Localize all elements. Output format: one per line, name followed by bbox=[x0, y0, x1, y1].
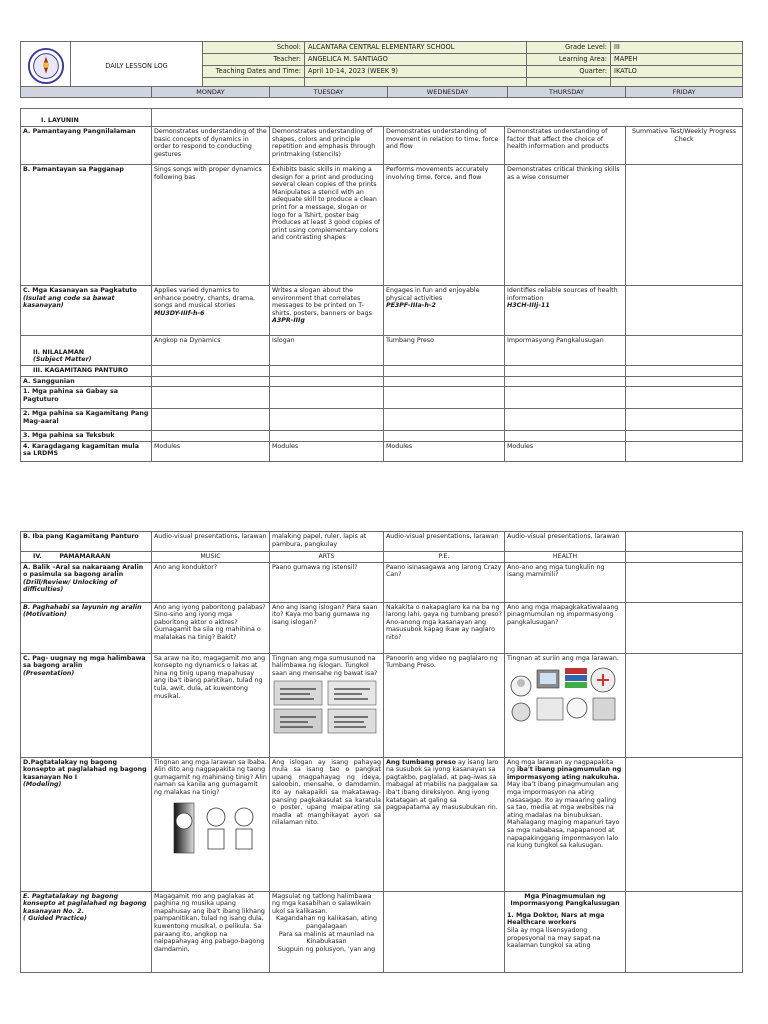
uugnay-wednesday: Panoorin ang video ng paglalaro ng Tumbang Preso. bbox=[384, 653, 505, 757]
sanggunian-heading: A. Sanggunian bbox=[21, 376, 152, 387]
dates-label: Teaching Dates and Time: bbox=[203, 66, 305, 78]
c-monday-cell bbox=[152, 286, 270, 336]
pagtatalakay-1-tuesday: Ang islogan ay isang pahayag mula sa isang tao o pangkat upang magpahayag ng ideya, saloobin, mensahe, o damdamin. Ito ay nakapaikli sa makatawag-pansing pagkakasulat sa karatula o poster, upang maiparating sa madla at manghikayat ayon sa nilalaman nito. bbox=[270, 757, 384, 891]
nilalaman-monday: Angkop na Dynamics bbox=[152, 336, 270, 366]
blank-cell bbox=[384, 387, 505, 409]
health-sources-title: Mga Pinagmumulan ng Impormasyong Pangkalusugan bbox=[510, 892, 620, 908]
lrdms-tuesday: Modules bbox=[270, 441, 384, 461]
blank-cell bbox=[626, 387, 743, 409]
lesson-table-part1 bbox=[20, 108, 743, 462]
grade-label: Grade Level: bbox=[527, 42, 611, 54]
layunin-blank bbox=[152, 109, 743, 127]
blank-cell bbox=[505, 431, 626, 442]
arts-instruction: Magsulat ng tatlong halimbawa ng mga kasabihan o salawikain ukol sa kalikasan. bbox=[272, 892, 372, 915]
blank-cell bbox=[384, 376, 505, 387]
blank-cell bbox=[626, 376, 743, 387]
pag-uugnay-note: (Presentation) bbox=[23, 669, 75, 677]
quarter-value: IKATLO bbox=[611, 66, 743, 78]
lrdms-monday: Modules bbox=[152, 441, 270, 461]
nilalaman-cell bbox=[21, 336, 152, 366]
c-thursday-cell bbox=[505, 286, 626, 336]
arts-example-3: Sugpuin ng polusyon, 'yan ang bbox=[277, 945, 376, 953]
doc-title: DAILY LESSON LOG bbox=[71, 42, 203, 90]
kagamitan-friday bbox=[626, 532, 743, 552]
subject-friday bbox=[626, 552, 743, 563]
pag-uugnay-cell bbox=[21, 653, 152, 757]
pamamaraan-heading: IV. PAMAMARAAN bbox=[21, 552, 152, 563]
c-tuesday: Writes a slogan about the environment that correlates messages to be printed on T-shirts, posters, banners or bags bbox=[272, 287, 372, 317]
paghahabi-wednesday: Nakakita o nakapaglaro ka na ba ng larong lahi, gaya ng tumbang preso? Ano-anong mga kasanayan ang masusubok kapag ikaw ay naglaro nito? bbox=[384, 602, 505, 653]
uugnay-friday bbox=[626, 653, 743, 757]
subject-arts: ARTS bbox=[270, 552, 384, 563]
voice-illustration-image bbox=[154, 799, 262, 855]
paghahabi-tuesday: Ano ang isang islogan? Para saan ito? Kaya mo bang gumawa ng isang islogan? bbox=[270, 602, 384, 653]
blank-cell bbox=[505, 376, 626, 387]
pagtatalakay-2-tuesday-cell bbox=[270, 891, 384, 972]
teksbuk-label: 3. Mga pahina sa Teksbuk bbox=[21, 431, 152, 442]
a-tuesday: Demonstrates understanding of shapes, colors and principle repetition and emphasis through printmaking (stencils) bbox=[270, 127, 384, 165]
c-thursday-code: H3CH-IIIj-11 bbox=[507, 302, 550, 310]
c-monday-code: MU3DY-IIIf-h-6 bbox=[154, 309, 205, 317]
pagtatalakay-1-monday: Tingnan ang mga larawan sa ibaba. Alin dito ang nagpapakita ng taong gumagamit ng mahinang tinig? Alin naman sa kanila ang gumagamit ng malakas na tinig? bbox=[154, 758, 267, 796]
uugnay-monday: Sa araw na ito, magagamit mo ang konsepto ng dynamics o lakas at hina ng tinig upang mapahusay ang iba't ibang panitikan, tulad ng tula, awit, dula, at kuwentong musikal. bbox=[152, 653, 270, 757]
day-friday: FRIDAY bbox=[626, 87, 743, 98]
subject-music: MUSIC bbox=[152, 552, 270, 563]
b-friday bbox=[626, 165, 743, 286]
day-thursday: THURSDAY bbox=[508, 87, 626, 98]
balik-monday: Ano ang konduktor? bbox=[152, 562, 270, 602]
gabay-label: 1. Mga pahina sa Gabay sa Pagtuturo bbox=[21, 387, 152, 409]
blank-cell bbox=[152, 366, 270, 377]
pagtatalakay-2-monday: Magagamit mo ang paglakas at paghina ng musika upang mapahusay ang iba't ibang likhang pampanitikan, tulad ng isang dula, kuwentong musikal, o pelikula. Sa paraang ito, angkop na naipapahayag ang pabago-bagong damdamin, bbox=[152, 891, 270, 972]
nilalaman-tuesday: Islogan bbox=[270, 336, 384, 366]
lrdms-wednesday: Modules bbox=[384, 441, 505, 461]
teacher-value: ANGELICA M. SANTIAGO bbox=[305, 54, 527, 66]
subject-health: HEALTH bbox=[505, 552, 626, 563]
uugnay-thursday-cell bbox=[505, 653, 626, 757]
c-wednesday: Engages in fun and enjoyable physical activities bbox=[386, 287, 480, 302]
lrdms-friday bbox=[626, 441, 743, 461]
blank-cell bbox=[505, 366, 626, 377]
grade-value: III bbox=[611, 42, 743, 54]
pagtatalakay-1-cell bbox=[21, 757, 152, 891]
balik-thursday: Ano-ano ang mga tungkulin ng isang mamimili? bbox=[505, 562, 626, 602]
deped-seal bbox=[21, 42, 71, 90]
area-value: MAPEH bbox=[611, 54, 743, 66]
blank-cell bbox=[152, 387, 270, 409]
lesson-table-part2 bbox=[20, 531, 743, 973]
c-tuesday-code: A3PR-IIIg bbox=[272, 317, 305, 325]
blank-cell bbox=[626, 431, 743, 442]
kagamitan-wednesday: Audio-visual presentations, larawan bbox=[384, 532, 505, 552]
day-header-bar bbox=[20, 86, 743, 98]
health-sources-image bbox=[507, 664, 619, 726]
pagtatalakay-2-friday bbox=[626, 891, 743, 972]
balik-aral-cell bbox=[21, 562, 152, 602]
blank-cell bbox=[152, 431, 270, 442]
kasanayan-label: C. Mga Kasanayan sa Pagkatuto bbox=[23, 287, 137, 294]
nilalaman-note: (Subject Matter) bbox=[33, 356, 92, 364]
blank-cell bbox=[384, 366, 505, 377]
a-monday: Demonstrates understanding of the basic concepts of dynamics in order to respond to conducting gestures bbox=[152, 127, 270, 165]
kagamitan-heading: III. KAGAMITANG PANTURO bbox=[21, 366, 152, 377]
b-tuesday: Exhibits basic skills in making a design for a print and producing several clean copies of the prints Manipulates a stencil with an adequate skill to produce a clean print for a message, slogan or logo for a Tshirt, poster bag Produces at least 3 good copies of print using complementary colors and contrasting shapes bbox=[270, 165, 384, 286]
pagtatalakay-2-thursday-cell bbox=[505, 891, 626, 972]
blank-cell bbox=[270, 387, 384, 409]
day-wednesday: WEDNESDAY bbox=[388, 87, 508, 98]
blank-cell bbox=[384, 431, 505, 442]
tumbang-preso-term: Ang tumbang preso bbox=[386, 758, 457, 766]
b-monday: Sings songs with proper dynamics following bas bbox=[152, 165, 270, 286]
subject-pe: P.E. bbox=[384, 552, 505, 563]
paghahabi-thursday: Ano ang mga mapagkakatiwalaang pinagmumulan ng impormasyong pangkalusugan? bbox=[505, 602, 626, 653]
pagtatalakay-1-note: (Modeling) bbox=[23, 781, 62, 789]
pagtatalakay-1-thursday bbox=[505, 757, 626, 891]
a-thursday: Demonstrates understanding of factor that affect the choice of health information and products bbox=[505, 127, 626, 165]
day-header-blank bbox=[21, 87, 152, 98]
balik-friday bbox=[626, 562, 743, 602]
blank-cell bbox=[152, 376, 270, 387]
b-wednesday: Performs movements accurately involving time, force, and flow bbox=[384, 165, 505, 286]
pamantayang-pangnilalaman-label: A. Pamantayang Pangnilalaman bbox=[21, 127, 152, 165]
pagtatalakay-2-note: ( Guided Practice) bbox=[23, 915, 87, 923]
pamantayan-sa-pagganap-label: B. Pamantayan sa Pagganap bbox=[21, 165, 152, 286]
a-wednesday: Demonstrates understanding of movement in relation to time, force and flow bbox=[384, 127, 505, 165]
pagtatalakay-1-monday-cell bbox=[152, 757, 270, 891]
day-monday: MONDAY bbox=[152, 87, 270, 98]
blank-cell bbox=[152, 409, 270, 431]
header-table bbox=[20, 41, 743, 90]
slogan-examples-image bbox=[272, 679, 380, 735]
pagtatalakay-2-cell bbox=[21, 891, 152, 972]
blank-cell bbox=[384, 409, 505, 431]
kagamitang-pang-mag-aaral-label: 2. Mga pahina sa Kagamitang Pang Mag-aaral bbox=[21, 409, 152, 431]
uugnay-thursday: Tingnan at suriin ang mga larawan. bbox=[507, 654, 619, 662]
c-thursday: Identifies reliable sources of health information bbox=[507, 287, 618, 302]
health-sources-sub: 1. Mga Doktor, Nars at mga Healthcare workers bbox=[507, 911, 605, 927]
tumbang-preso-desc: ay isang laro na susubok sa iyong kasanayan sa pagtakbo, paglalad, at pag-iwas sa mabagal at mabilis na paggalaw sa iba't ibang direksiyon. Ang iyong katatagan at galing sa pagpapatama ay masusubukan rin. bbox=[386, 758, 499, 812]
paghahabi-label: B. Paghahabi sa layunin ng aralin bbox=[23, 603, 142, 611]
c-friday bbox=[626, 286, 743, 336]
health-d-pre: Ang mga larawan ay nagpapakita ng bbox=[507, 758, 614, 774]
pagtatalakay-1-wednesday bbox=[384, 757, 505, 891]
c-tuesday-cell bbox=[270, 286, 384, 336]
blank-cell bbox=[270, 376, 384, 387]
c-wednesday-code: PE3PF-IIIa-h-2 bbox=[386, 302, 436, 310]
kagamitan-thursday: Audio-visual presentations, larawan bbox=[505, 532, 626, 552]
blank-cell bbox=[270, 431, 384, 442]
paghahabi-monday: Ano ang iyong paboritong palabas? Sino-sino ang iyong mga paboritong aktor o aktres? Gumagamit ba sila ng mahihina o malalakas na tinig? Bakit? bbox=[152, 602, 270, 653]
arts-example-1: Kagandahan ng kalikasan, ating pangalagaan bbox=[276, 915, 377, 930]
iba-pang-kagamitan-label: B. Iba pang Kagamitang Panturo bbox=[21, 532, 152, 552]
balik-tuesday: Paano gumawa ng istensil? bbox=[270, 562, 384, 602]
kasanayan-label-cell bbox=[21, 286, 152, 336]
a-friday: Summative Test/Weekly Progress Check bbox=[626, 127, 743, 165]
kagamitan-monday: Audio-visual presentations, larawan bbox=[152, 532, 270, 552]
health-sources-body: Sila ay mga lisensyadong propesyonal na may sapat na kaalaman tungkol sa ating bbox=[507, 926, 601, 950]
lrdms-thursday: Modules bbox=[505, 441, 626, 461]
health-d-bold: iba't ibang pinagmumulan ng impormasyong ating nakukuha. bbox=[507, 766, 622, 781]
teacher-label: Teacher: bbox=[203, 54, 305, 66]
nilalaman-heading: II. NILALAMAN bbox=[33, 348, 85, 356]
balik-wednesday: Paano isinasagawa ang larong Crazy Can? bbox=[384, 562, 505, 602]
blank-cell bbox=[505, 409, 626, 431]
dates-value: April 10-14, 2023 (WEEK 9) bbox=[305, 66, 527, 78]
pagtatalakay-2-wednesday bbox=[384, 891, 505, 972]
uugnay-tuesday: Tingnan ang mga sumusunod na halimbawa ng islogan. Tungkol saan ang mensahe ng bawat isa? bbox=[272, 654, 378, 677]
quarter-label: Quarter: bbox=[527, 66, 611, 78]
arts-example-2: Para sa malinis at maunlad na Kinabukasan bbox=[278, 930, 375, 946]
school-label: School: bbox=[203, 42, 305, 54]
school-value: ALCANTARA CENTRAL ELEMENTARY SCHOOL bbox=[305, 42, 527, 54]
blank-cell bbox=[626, 366, 743, 377]
blank-cell bbox=[270, 409, 384, 431]
paghahabi-note: (Motivation) bbox=[23, 611, 67, 619]
c-wednesday-cell bbox=[384, 286, 505, 336]
pagtatalakay-2-label: E. Pagtatalakay ng bagong konsepto at paglalahad ng bagong kasanayan No. 2. bbox=[23, 892, 147, 915]
health-d-rest: May iba't ibang pinagmumulan ang mga impormasyon na ating nasasagap. Ito ay maaaring galing sa tao, media at mga websites na ating madalas na binubuksan. Mahalagang maging mapanuri tayo sa mga nababasa, napapanood at napapakinggang impormasyon lalo na kung tungkol sa kalusugan. bbox=[507, 781, 620, 850]
area-label: Learning Area: bbox=[527, 54, 611, 66]
layunin-heading: I. LAYUNIN bbox=[21, 109, 152, 127]
paghahabi-friday bbox=[626, 602, 743, 653]
balik-aral-note: (Drill/Review/ Unlocking of difficulties) bbox=[23, 578, 118, 594]
nilalaman-friday bbox=[626, 336, 743, 366]
kagamitan-tuesday: malaking papel, ruler, lapis at pambura, pangkulay bbox=[270, 532, 384, 552]
pagtatalakay-1-friday bbox=[626, 757, 743, 891]
day-tuesday: TUESDAY bbox=[270, 87, 388, 98]
kasanayan-note: (Isulat ang code sa bawat kasanayan) bbox=[23, 294, 115, 310]
blank-cell bbox=[505, 387, 626, 409]
nilalaman-wednesday: Tumbang Preso bbox=[384, 336, 505, 366]
lrdms-label: 4. Karagdagang kagamitan mula sa LRDMS bbox=[21, 441, 152, 461]
nilalaman-thursday: Impormasyong Pangkalusugan bbox=[505, 336, 626, 366]
b-thursday: Demonstrates critical thinking skills as a wise consumer bbox=[505, 165, 626, 286]
seal-icon bbox=[27, 47, 65, 85]
paghahabi-cell bbox=[21, 602, 152, 653]
c-monday: Applies varied dynamics to enhance poetry, chants, drama, songs and musical stories bbox=[154, 287, 256, 310]
blank-cell bbox=[626, 409, 743, 431]
blank-cell bbox=[270, 366, 384, 377]
pagtatalakay-1-label: D.Pagtatalakay ng bagong konsepto at paglalahad ng bagong kasanayan No I bbox=[23, 758, 147, 781]
uugnay-tuesday-cell bbox=[270, 653, 384, 757]
balik-aral-label: A. Balik –Aral sa nakaraang Aralin o pasimula sa bagong aralin bbox=[23, 563, 144, 579]
pag-uugnay-label: C. Pag- uugnay ng mga halimbawa sa bagong aralin bbox=[23, 654, 146, 670]
